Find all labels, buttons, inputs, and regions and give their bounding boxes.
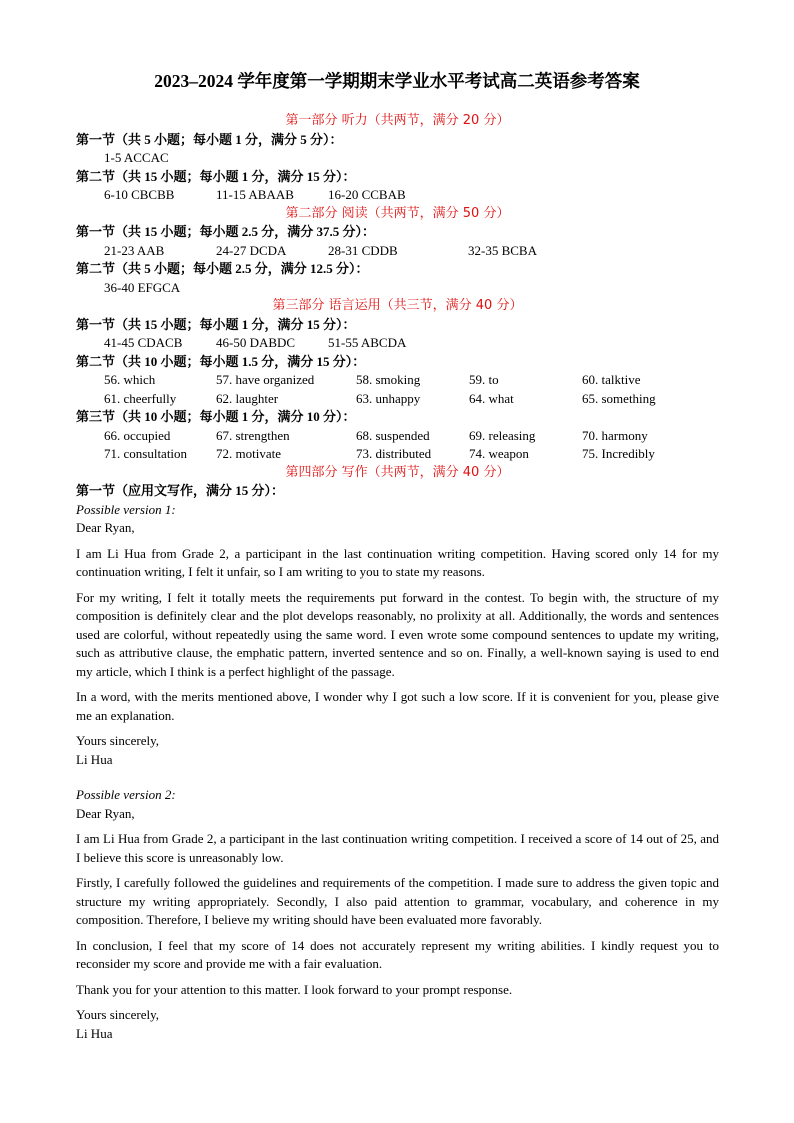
answer-group: 16-20 CCBAB (328, 187, 406, 202)
version2-signature: Li Hua (76, 1025, 113, 1041)
answer-item: 62. laughter (216, 390, 279, 406)
page-title: 2023–2024 学年度第一学期期末学业水平考试高二英语参考答案 (154, 71, 640, 91)
part1-sec1-heading: 第一节（共 5 小题；每小题 1 分，满分 5 分）： (76, 131, 343, 147)
answer-group: 6-10 CBCBB (104, 187, 175, 202)
version2-paragraph: Thank you for your attention to this matter. I look forward to your prompt response. (76, 981, 513, 997)
version2-label: Possible version 2: (76, 787, 176, 802)
answer-item: 60. talktive (582, 372, 641, 387)
answer-item: 63. unhappy (356, 390, 421, 406)
part3-sec1-heading: 第一节（共 15 小题；每小题 1 分，满分 15 分）： (76, 316, 356, 332)
answer-item: 74. weapon (469, 446, 529, 461)
answer-row (76, 334, 719, 353)
answer-row (76, 427, 719, 446)
answer-item: 58. smoking (356, 372, 421, 387)
answer-item: 56. which (104, 372, 156, 387)
version1-paragraph: I am Li Hua from Grade 2, a participant in the last continuation writing competition. Having scored only 14 for my continuation writing, I felt it unfair, so I am writing to you to state my reasons. (76, 545, 719, 579)
answer-row (76, 445, 719, 464)
answer-item: 72. motivate (216, 446, 281, 461)
answer-item: 75. Incredibly (582, 446, 655, 461)
part2-sec1-heading: 第一节（共 15 小题；每小题 2.5 分，满分 37.5 分）： (76, 224, 376, 239)
answer-row (76, 186, 719, 205)
answer-group: 28-31 CDDB (328, 242, 398, 258)
answer-item: 69. releasing (469, 427, 536, 443)
answer-group: 21-23 AAB (104, 242, 165, 258)
answer-item: 71. consultation (104, 446, 188, 461)
version2-paragraph: In conclusion, I feel that my score of 14 does not accurately represent my writing abilities. I kindly request you to reconsider my score and provide me with a fair evaluation. (76, 937, 719, 971)
answer-row (76, 242, 719, 261)
answer-group: 24-27 DCDA (216, 242, 287, 258)
answer-group: 11-15 ABAAB (216, 187, 294, 202)
part2-heading: 第二部分 阅读（共两节，满分 50 分） (285, 205, 510, 221)
version1-signature: Li Hua (76, 751, 113, 767)
answer-item: 67. strengthen (216, 427, 290, 443)
part4-sec1-heading: 第一节（应用文写作，满分 15 分）： (76, 483, 285, 498)
version1-closing: Yours sincerely, (76, 733, 160, 748)
version2-greeting: Dear Ryan, (76, 805, 135, 821)
version1-paragraph: In a word, with the merits mentioned above, I wonder why I got such a low score. If it is convenient for you, please give me an explanation. (76, 689, 719, 723)
answer-item: 61. cheerfully (104, 390, 177, 406)
answer-item: 57. have organized (216, 372, 315, 387)
version2-paragraph: I am Li Hua from Grade 2, a participant in the last continuation writing competition. I received a score of 14 out of 25, and I believe this score is unreasonably low. (76, 831, 719, 865)
version1-label: Possible version 1: (76, 501, 176, 517)
version1-paragraph: For my writing, I felt it totally meets the requirements put forward in the contest. To begin with, the structure of my composition is definitely clear and the plot develops reasonably, no prolixity at all. Additionally, the words and sentences used are colorful, without repeatedly using the same word. I even wrote some compound sentences to update my writing, such as attributive clause, the emphatic pattern, inverted sentence and so on. Finally, a well-known saying is used to end my article, which I think is a perfect highlight of the passage. (76, 589, 719, 679)
answer-row (76, 371, 719, 390)
answer-item: 64. what (469, 390, 514, 406)
answer-group: 46-50 DABDC (216, 335, 296, 350)
version2-paragraph: Firstly, I carefully followed the guidelines and requirements of the competition. I made sure to address the given topic and structure my writing appropriately. Secondly, I also paid attention to grammar, vocabulary, and coherence in my composition. Therefore, I believe my writing should have been evaluated more favorably. (76, 875, 719, 927)
part1-sec2-heading: 第二节（共 15 小题；每小题 1 分，满分 15 分）： (76, 168, 356, 184)
answer-content (76, 112, 719, 1043)
part3-heading: 第三部分 语言运用（共三节，满分 40 分） (272, 298, 523, 313)
part3-sec3-heading: 第三节（共 10 小题；每小题 1 分，满分 10 分）： (76, 409, 356, 424)
version1-greeting: Dear Ryan, (76, 520, 135, 535)
answer-group: 32-35 BCBA (468, 242, 537, 258)
answer-item: 73. distributed (356, 446, 432, 461)
part2-sec2-heading: 第二节（共 5 小题；每小题 2.5 分，满分 12.5 分）： (76, 261, 369, 276)
answer-item: 59. to (469, 372, 499, 387)
answer-group: 41-45 CDACB (104, 335, 183, 350)
answer-row (76, 390, 719, 409)
answer-group: 51-55 ABCDA (328, 335, 407, 350)
answer-item: 68. suspended (356, 427, 430, 443)
part1-heading: 第一部分 听力（共两节，满分 20 分） (285, 113, 510, 128)
answer-item: 65. something (582, 390, 656, 406)
version2-closing: Yours sincerely, (76, 1007, 160, 1022)
part3-sec2-heading: 第二节（共 10 小题；每小题 1.5 分，满分 15 分）： (76, 353, 366, 369)
part4-heading: 第四部分 写作（共两节，满分 40 分） (285, 464, 510, 480)
answer-item: 70. harmony (582, 427, 648, 443)
answer-item: 66. occupied (104, 427, 171, 443)
answer-group: 1-5 ACCAC (104, 150, 169, 165)
answer-row (76, 149, 719, 168)
answer-group: 36-40 EFGCA (104, 279, 181, 295)
answer-row (76, 279, 719, 298)
